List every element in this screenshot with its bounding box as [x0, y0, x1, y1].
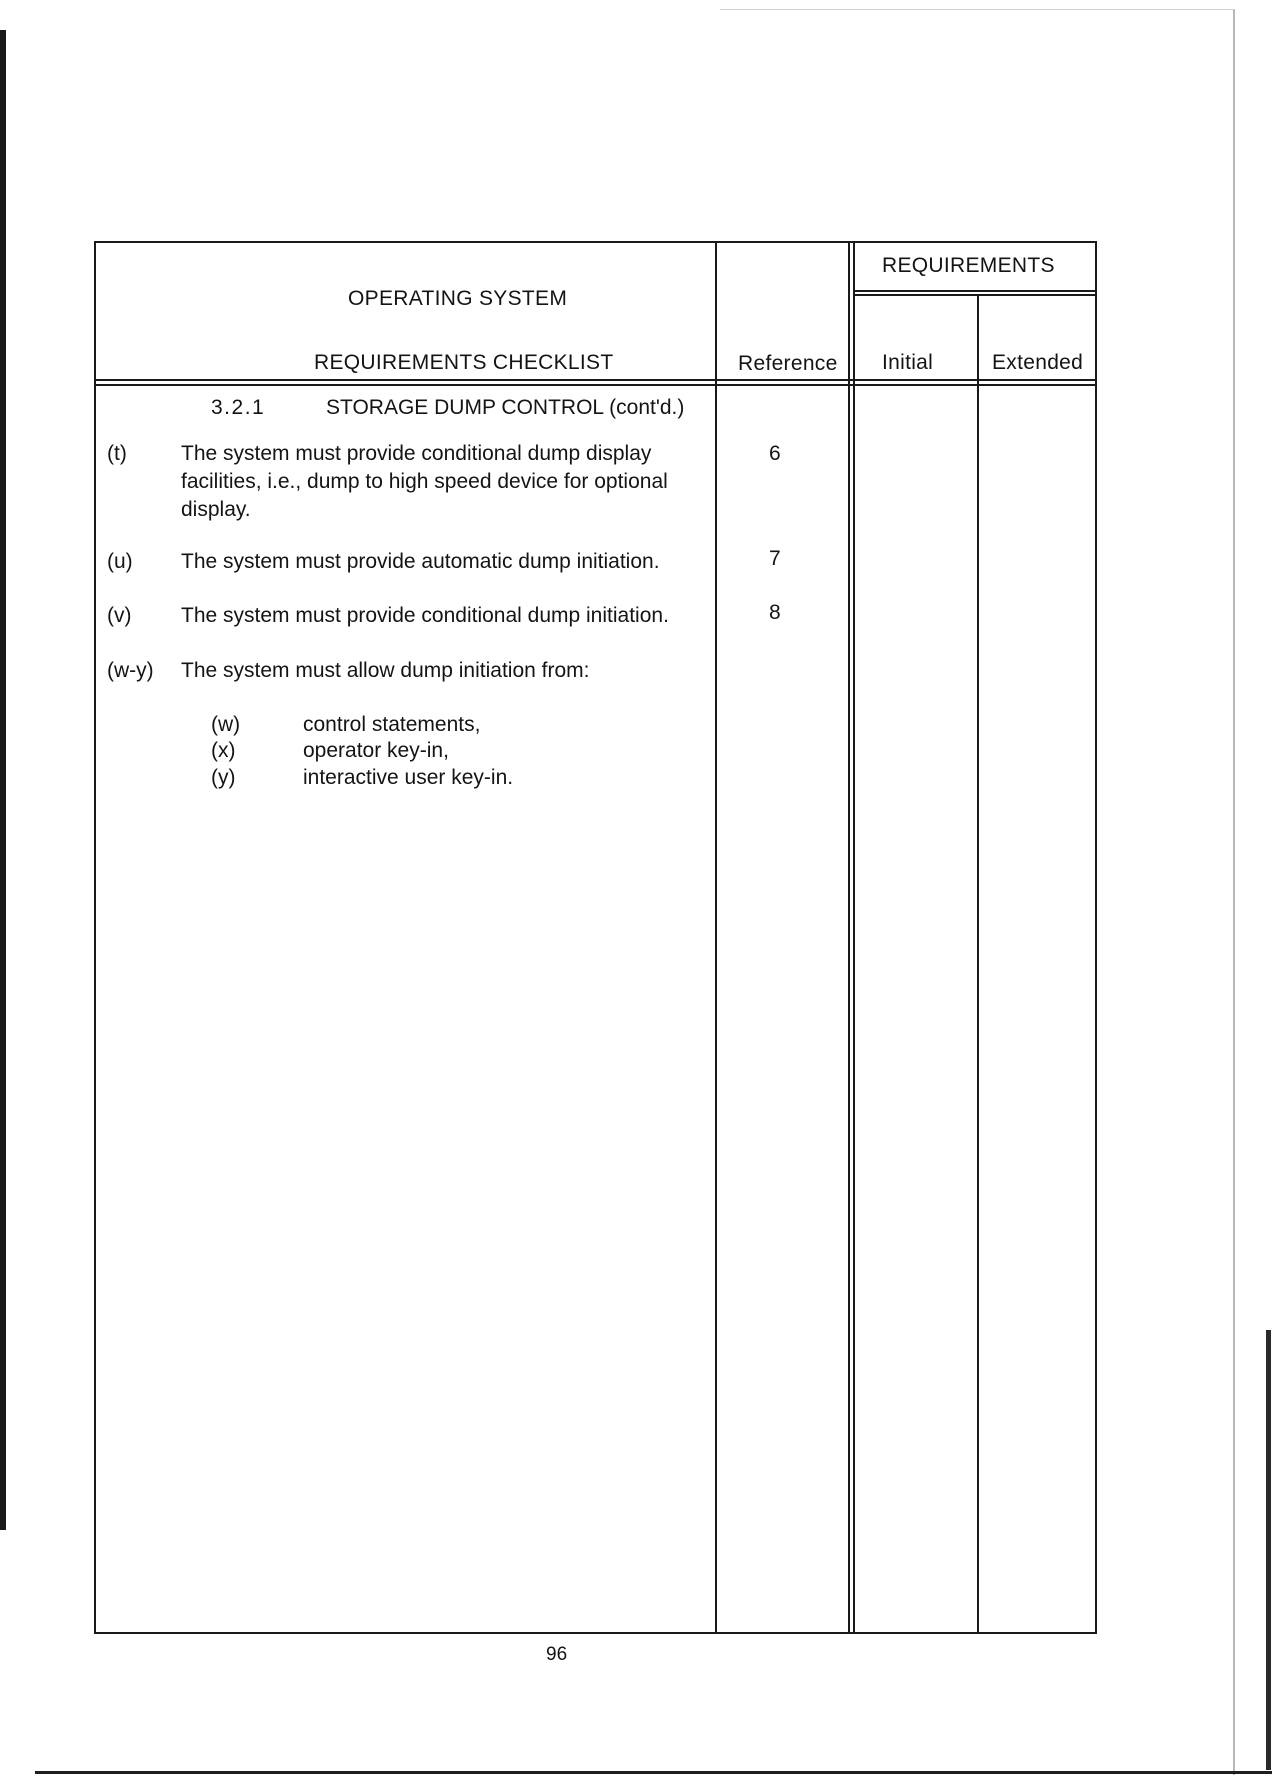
subitem-label: (w) [211, 713, 241, 736]
column-rule-requirements-outer [848, 243, 850, 1632]
column-rule-reference [715, 243, 717, 1632]
item-label: (v) [107, 604, 132, 627]
requirements-header-rule [853, 290, 1095, 292]
header-rule-top [96, 379, 1095, 381]
section-title: STORAGE DUMP CONTROL (cont'd.) [326, 396, 685, 419]
subitem-label: (y) [211, 766, 236, 789]
initial-column-header: Initial [882, 351, 934, 374]
extended-column-header: Extended [992, 351, 1084, 374]
scan-edge-left [0, 30, 6, 1530]
table-title-line1: OPERATING SYSTEM [348, 287, 568, 310]
section-number: 3.2.1 [211, 396, 266, 419]
item-label: (w-y) [107, 659, 154, 682]
subitem-text: control statements, [303, 713, 481, 736]
item-text: The system must provide conditional dump initiation. [181, 604, 669, 627]
page-number: 96 [546, 1644, 568, 1665]
column-rule-initial-extended [977, 295, 979, 1632]
scan-edge-bottom [35, 1771, 1272, 1774]
item-reference: 7 [769, 547, 781, 570]
requirements-column-header: REQUIREMENTS [882, 254, 1055, 277]
item-reference: 6 [769, 442, 781, 465]
item-reference: 8 [769, 601, 781, 624]
subitem-text: interactive user key-in. [303, 766, 514, 789]
subitem-text: operator key-in, [303, 739, 449, 762]
table-title-line2: REQUIREMENTS CHECKLIST [314, 351, 614, 374]
reference-column-header: Reference [738, 352, 838, 375]
item-text: The system must provide automatic dump initiation. [181, 550, 660, 573]
scan-edge-right [1233, 10, 1235, 1775]
subitem-label: (x) [211, 739, 236, 762]
item-text: The system must allow dump initiation from: [181, 659, 590, 682]
item-text: The system must provide conditional dump display facilities, i.e., dump to high speed device for optional display. [181, 442, 668, 521]
item-label: (t) [107, 442, 127, 465]
column-rule-requirements-inner [853, 243, 855, 1632]
item-label: (u) [107, 550, 133, 573]
header-rule-bottom [96, 384, 1095, 386]
scan-edge-top [720, 9, 1235, 10]
requirements-checklist-table [94, 241, 1097, 1634]
scan-edge-right-shadow [1266, 1330, 1271, 1770]
requirements-header-rule-2 [853, 294, 1095, 296]
